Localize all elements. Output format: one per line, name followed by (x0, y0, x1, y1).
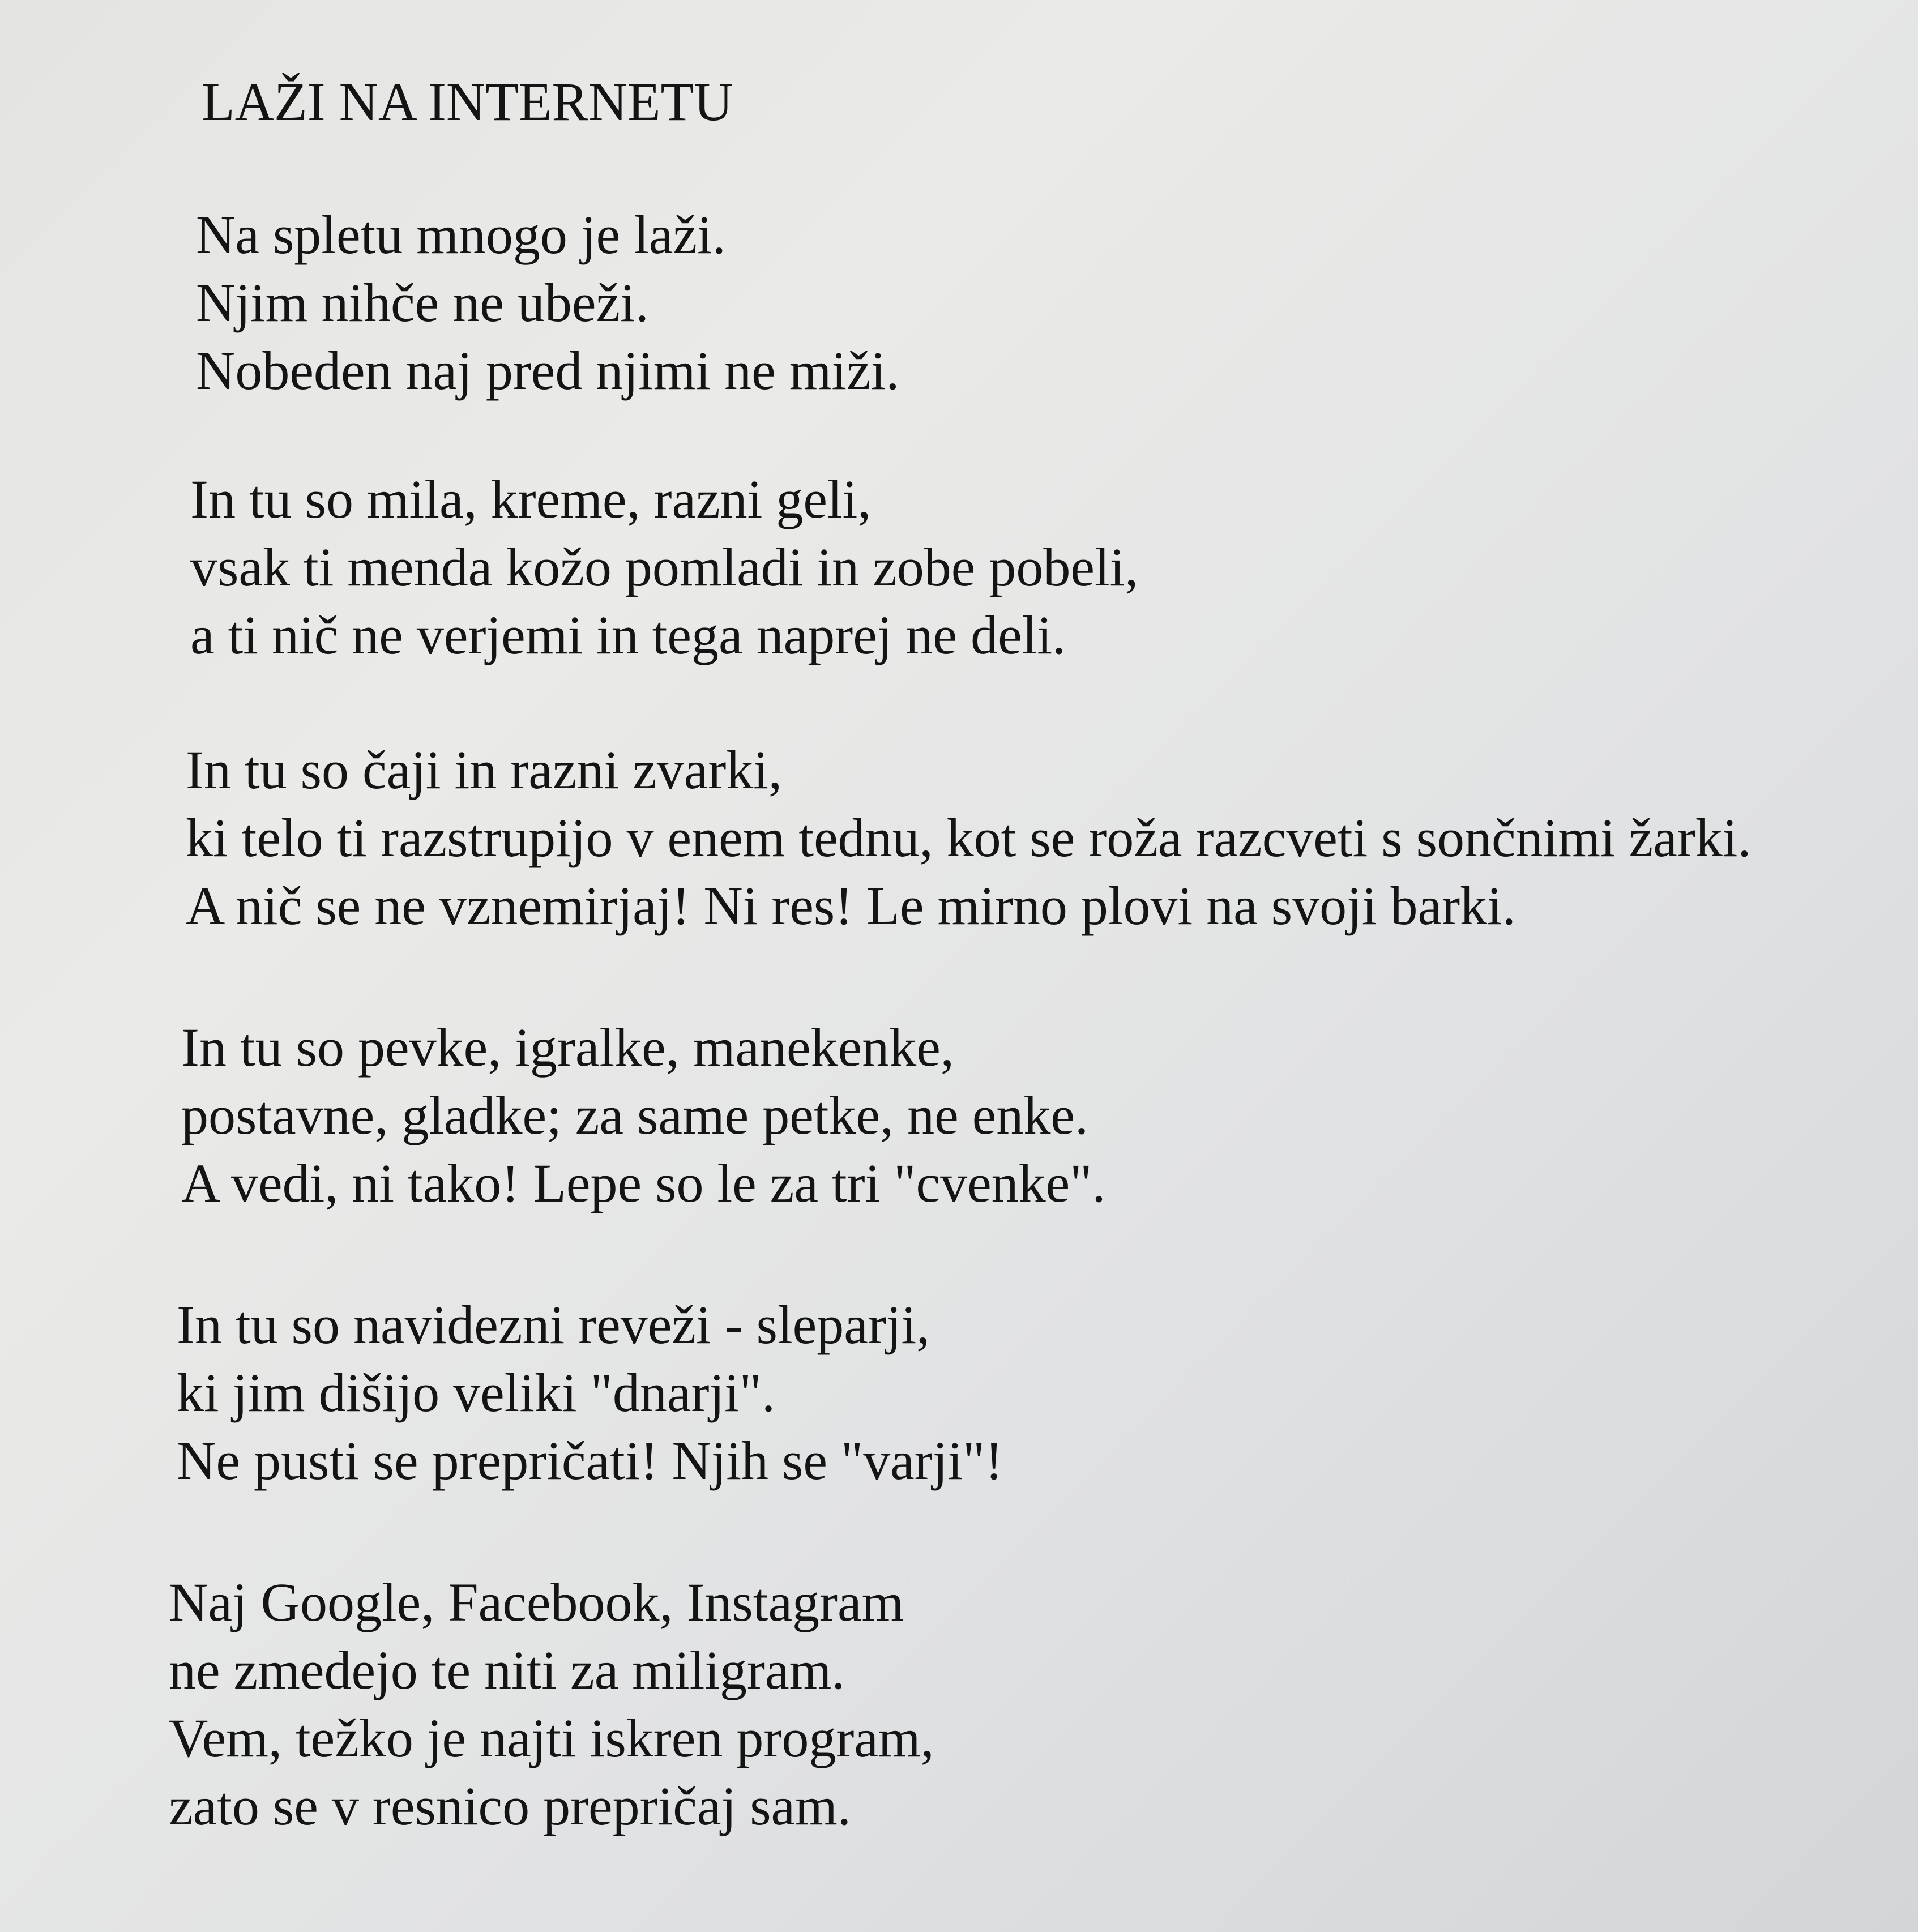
poem-line: ki telo ti razstrupijo v enem tednu, kot se roža razcveti s sončnimi žarki. (186, 807, 1752, 868)
stanza-3 (186, 736, 1751, 940)
stanza-6 (169, 1568, 934, 1840)
poem-line: Vem, težko je najti iskren program, (169, 1708, 934, 1768)
poem-line: Njim nihče ne ubeži. (196, 272, 649, 333)
poem-line: a ti nič ne verjemi in tega naprej ne deli. (190, 605, 1066, 665)
poem-line: Nobeden naj pred njimi ne miži. (196, 340, 900, 401)
poem-line: A nič se ne vznemirjaj! Ni res! Le mirno plovi na svoji barki. (186, 875, 1516, 936)
stanza-5 (177, 1291, 1003, 1495)
poem-line: ne zmedejo te niti za miligram. (169, 1640, 845, 1700)
stanza-1 (196, 201, 899, 405)
poem-line: In tu so navidezni reveži - sleparji, (177, 1294, 930, 1355)
poem-line: In tu so pevke, igralke, manekenke, (181, 1017, 954, 1078)
poem-line: A vedi, ni tako! Lepe so le za tri "cvenke". (181, 1153, 1106, 1213)
stanza-4 (181, 1014, 1105, 1217)
poem-title: LAŽI NA INTERNETU (202, 71, 733, 132)
poem-line: ki jim dišijo veliki "dnarji". (177, 1362, 775, 1423)
poem-line: postavne, gladke; za same petke, ne enke. (181, 1085, 1088, 1145)
poem-line: vsak ti menda kožo pomladi in zobe pobeli, (190, 537, 1139, 597)
stanza-2 (190, 465, 1138, 669)
poem-line: Ne pusti se prepričati! Njih se "varji"! (177, 1430, 1003, 1491)
poem-line: In tu so čaji in razni zvarki, (186, 740, 782, 800)
poem-line: Na spletu mnogo je laži. (196, 204, 726, 265)
poem-line: zato se v resnico prepričaj sam. (169, 1776, 851, 1836)
poem-line: In tu so mila, kreme, razni geli, (190, 469, 872, 529)
poem-line: Naj Google, Facebook, Instagram (169, 1572, 904, 1632)
